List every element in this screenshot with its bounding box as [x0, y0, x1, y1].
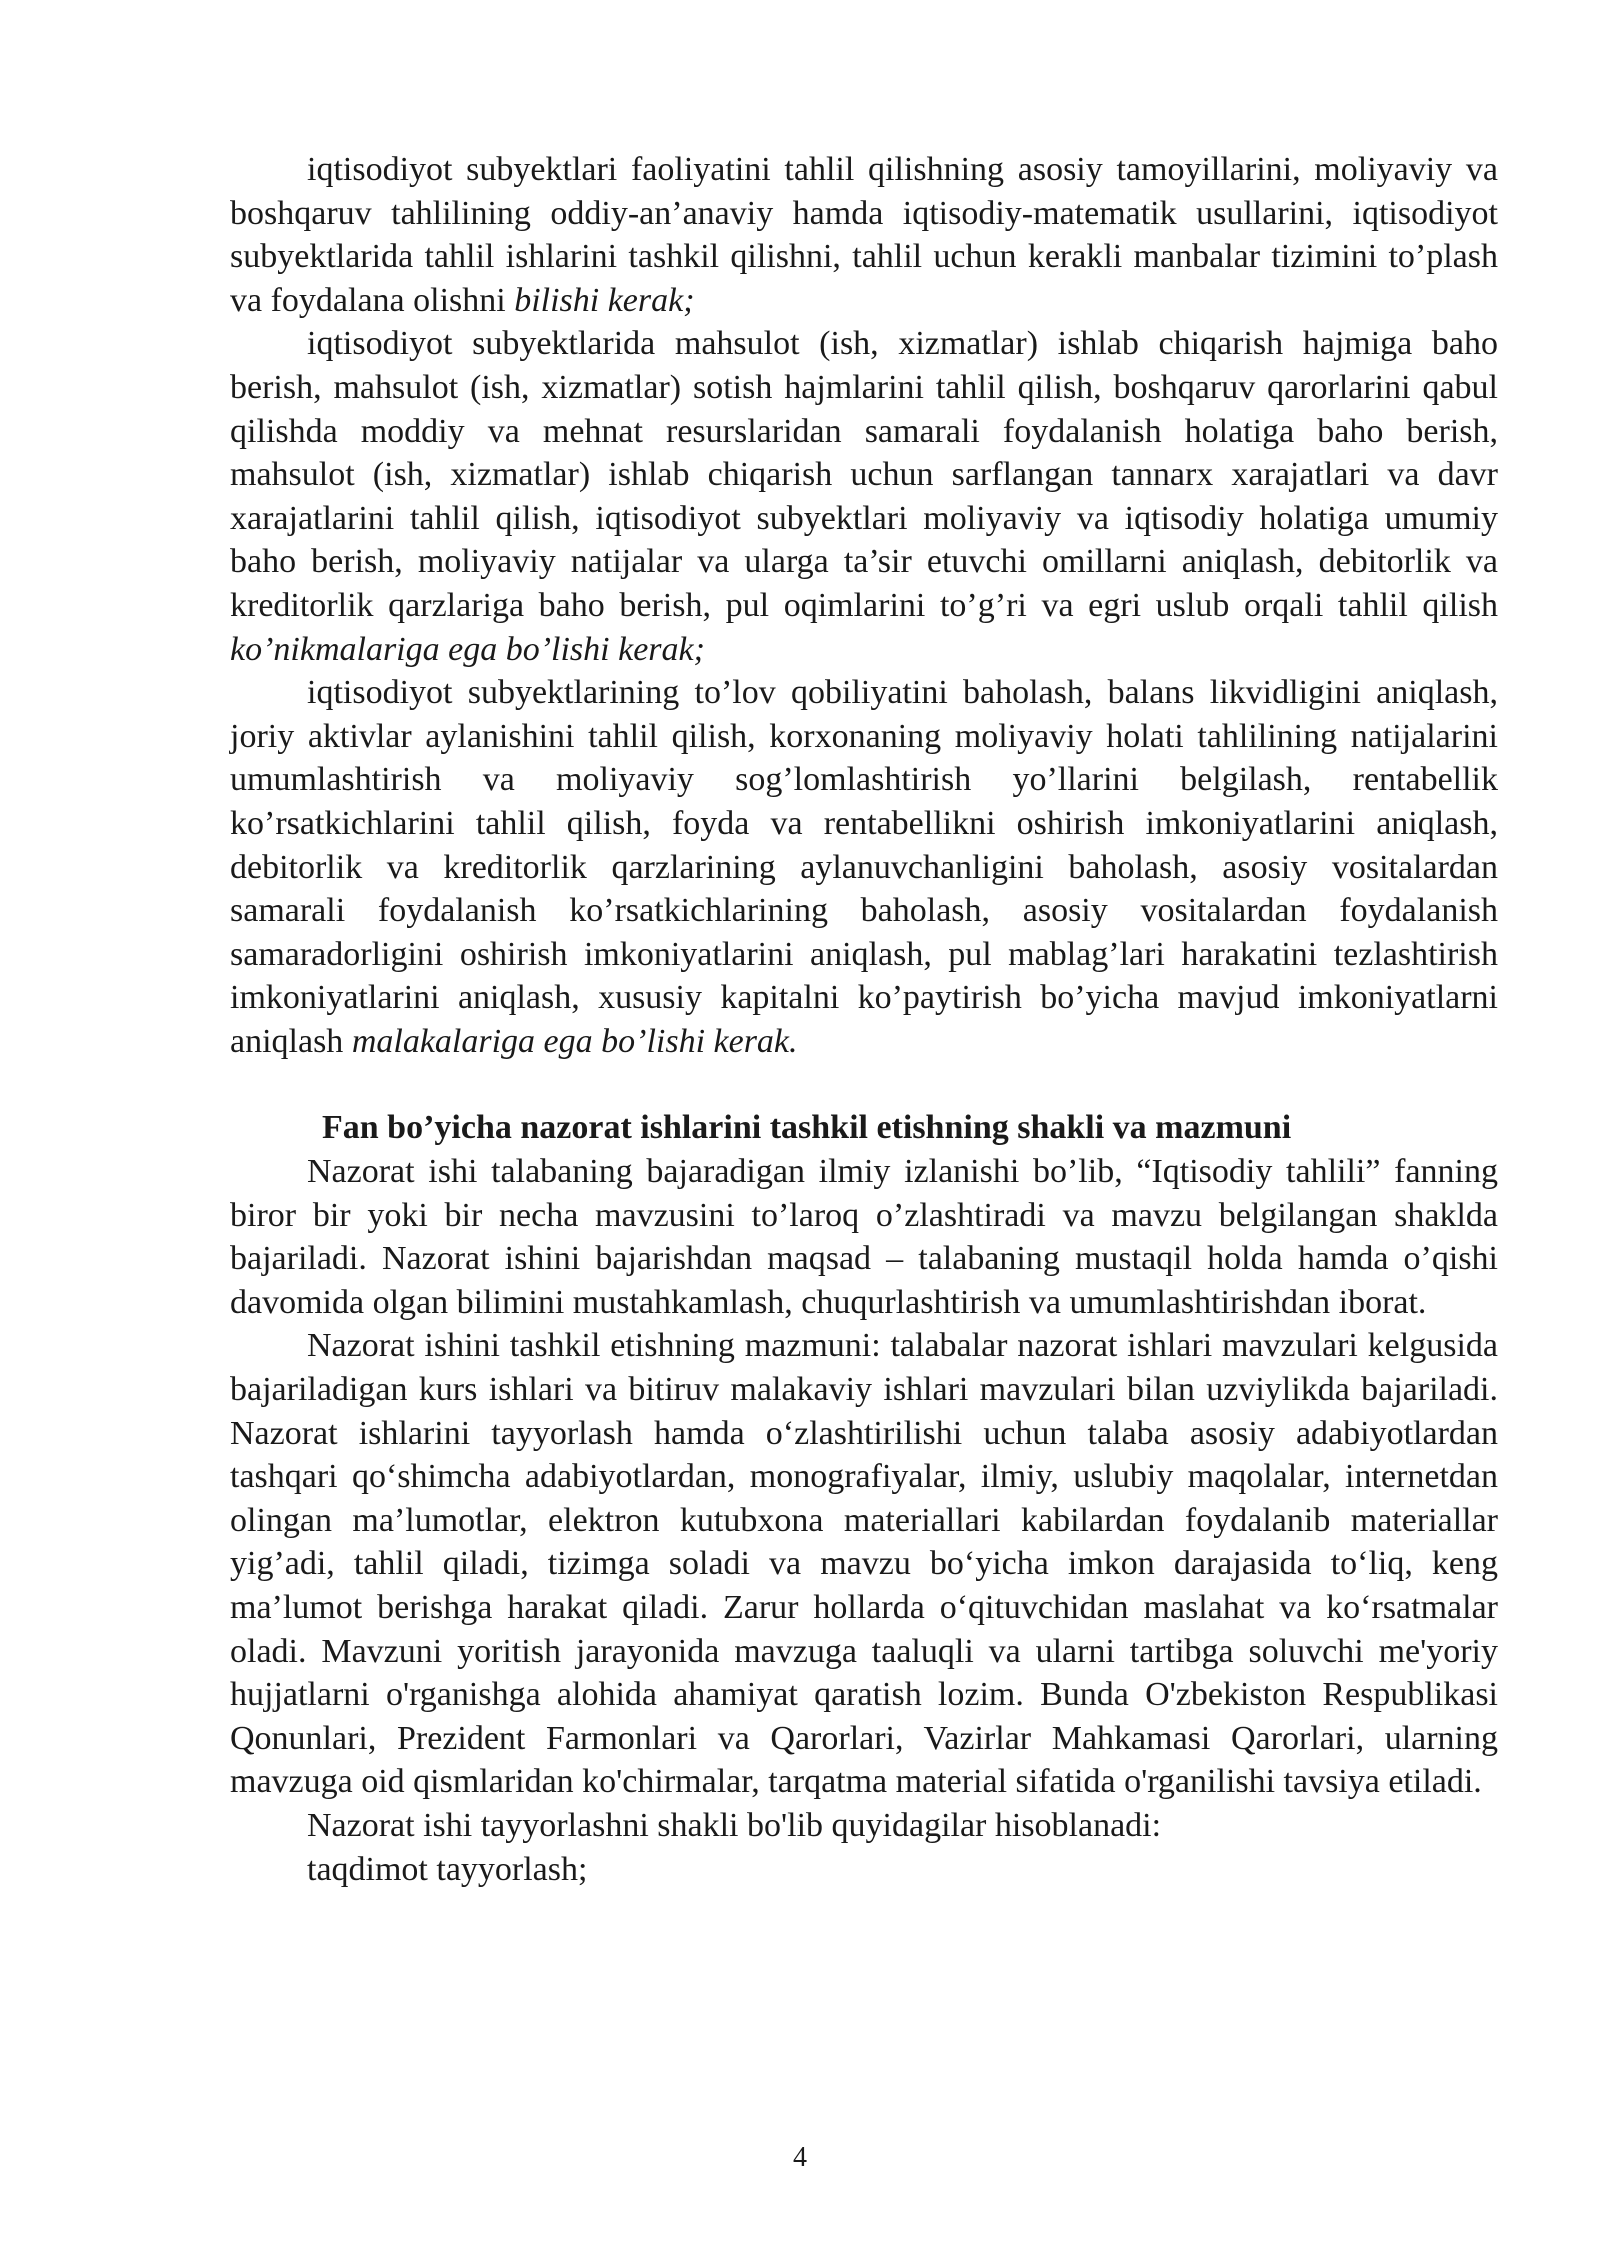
paragraph-qualifications: [230, 671, 1498, 1063]
paragraph-text: iqtisodiyot subyektlarida mahsulot (ish, xizmatlar) ishlab chiqarish hajmiga baho berish, mahsulot (ish, xizmatlar) sotish hajmlarini tahlil qilish, boshqaruv qarorlarini qabul qilishda moddiy va mehnat resurslaridan samarali foydalanish holatiga baho berish, mahsulot (ish, xizmatlar) ishlab chiqarish uchun sarflangan tannarx xarajatlari va davr xarajatlarini tahlil qilish, iqtisodiyot subyektlari moliyaviy va iqtisodiy holatiga umumiy baho berish, moliyaviy natijalar va ularga ta’sir etuvchi omillarni aniqlash, debitorlik va kreditorlik qarzlariga baho berish, pul oqimlarini to’g’ri va egri uslub orqali tahlil qilish: [230, 325, 1498, 624]
paragraph-text: iqtisodiyot subyektlarining to’lov qobiliyatini baholash, balans likvidligini aniqlash, joriy aktivlar aylanishini tahlil qilish, korxonaning moliyaviy holati tahlilining natijalarini umumlashtirish va moliyaviy sog’lomlashtirish yo’llarini belgilash, rentabellik ko’rsatkichlarini tahlil qilish, foyda va rentabellikni oshirish imkoniyatlarini aniqlash, debitorlik va kreditorlik qarzlarining aylanuvchanligini baholash, asosiy vositalardan samarali foydalanish ko’rsatkichlarining baholash, asosiy vositalardan foydalanish samaradorligini oshirish imkoniyatlarini aniqlash, pul mablag’lari harakatini tezlashtirish imkoniyatlarini aniqlash, xususiy kapitalni ko’paytirish bo’yicha mavjud imkoniyatlarni aniqlash: [230, 674, 1498, 1060]
paragraph-emphasis: malakalariga ega bo’lishi kerak.: [351, 1022, 798, 1060]
page-number: 4: [793, 2142, 807, 2173]
paragraph-emphasis: ko’nikmalariga ega bo’lishi kerak;: [230, 630, 705, 668]
paragraph-knowledge: [230, 148, 1498, 322]
paragraph-text: iqtisodiyot subyektlari faoliyatini tahlil qilishning asosiy tamoyillarini, moliyaviy va boshqaruv tahlilining oddiy-an’anaviy hamda iqtisodiy-matematik usullarini, iqtisodiyot subyektlarida tahlil ishlarini tashkil qilishni, tahlil uchun kerakli manbalar tizimini to’plash va foydalana olishni: [230, 151, 1498, 319]
paragraph-emphasis: bilishi kerak;: [514, 281, 695, 319]
section-heading: Fan bo’yicha nazorat ishlarini tashkil etishning shakli va mazmuni: [322, 1109, 1292, 1147]
list-intro: Nazorat ishi tayyorlashni shakli bo'lib quyidagilar hisoblanadi:: [307, 1806, 1162, 1844]
paragraph-skills: [230, 322, 1498, 671]
paragraph-control-work-content: Nazorat ishini tashkil etishning mazmuni: talabalar nazorat ishlari mavzulari kelgusida bajariladigan kurs ishlari va bitiruv malakaviy ishlari mavzulari bilan uzviylikda bajariladi. Nazorat ishlarini tayyorlash hamda o‘zlashtirilishi uchun talaba asosiy adabiyotlardan tashqari qo‘shimcha adabiyotlardan, monografiyalar, ilmiy, uslubiy maqolalar, internetdan olingan ma’lumotlar, elektron kutubxona materiallari kabilardan foydalanib materiallar yig’adi, tahlil qiladi, tizimga soladi va mavzu bo‘yicha imkon darajasida to‘liq, keng ma’lumot berishga harakat qiladi. Zarur hollarda o‘qituvchidan maslahat va ko‘rsatmalar oladi. Mavzuni yoritish jarayonida mavzuga taaluqli va ularni tartibga soluvchi me'yoriy hujjatlarni o'rganishga alohida ahamiyat qaratish lozim. Bunda O'zbekiston Respublikasi Qonunlari, Prezident Farmonlari va Qarorlari, Vazirlar Mahkamasi Qarorlari, ularning mavzuga oid qismlaridan ko'chirmalar, tarqatma material sifatida o'rganilishi tavsiya etiladi.: [230, 1327, 1498, 1801]
paragraph-control-work-definition: Nazorat ishi talabaning bajaradigan ilmiy izlanishi bo’lib, “Iqtisodiy tahlili” fanning biror bir yoki bir necha mavzusini to’laroq o’zlashtiradi va mavzu belgilangan shaklda bajariladi. Nazorat ishini bajarishdan maqsad – talabaning mustaqil holda hamda o’qishi davomida olgan bilimini mustahkamlash, chuqurlashtirish va umumlashtirishdan iborat.: [230, 1153, 1498, 1321]
list-item: taqdimot tayyorlash;: [307, 1850, 588, 1888]
section-spacer: [230, 1063, 1498, 1106]
document-page: [230, 148, 1498, 1891]
